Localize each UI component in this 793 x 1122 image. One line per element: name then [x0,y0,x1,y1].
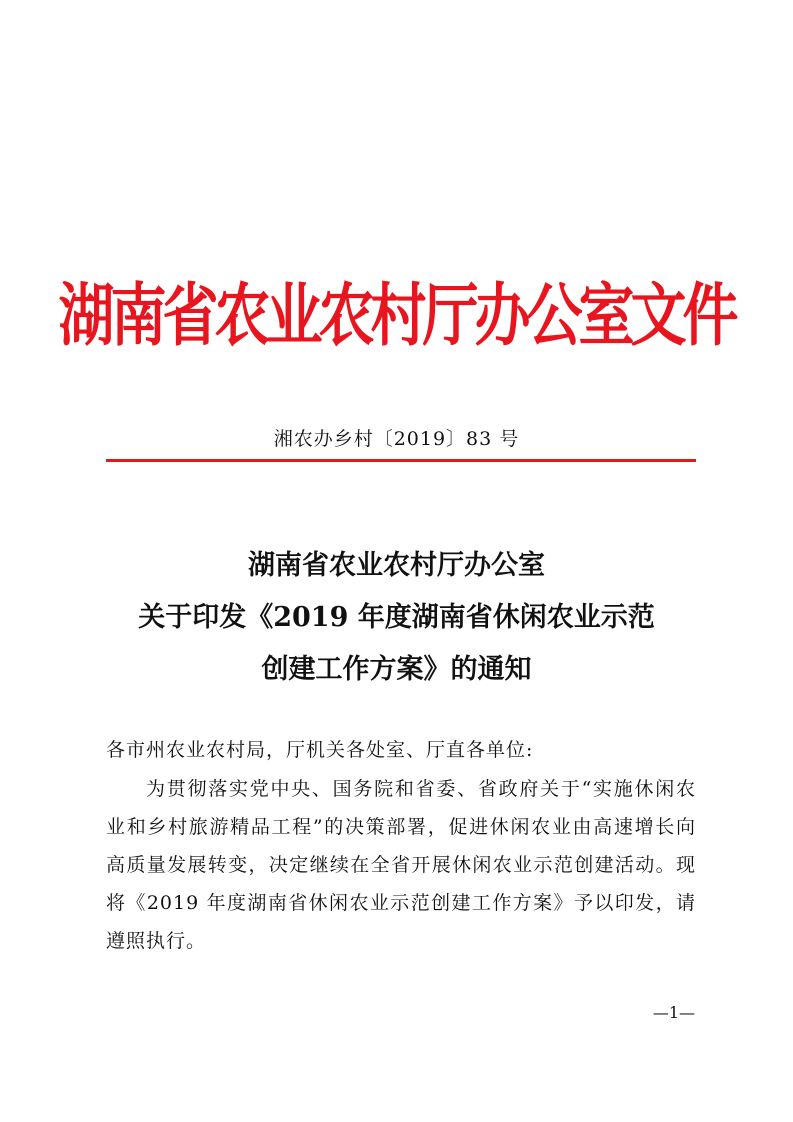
document-number: 湘农办乡村〔2019〕83 号 [273,428,520,450]
notice-title-line-2: 关于印发《2019 年度湖南省休闲农业示范 [138,602,655,633]
masthead-title: 湖南省农业农村厅办公室文件 [58,275,735,356]
notice-title-line-1: 湖南省农业农村厅办公室 [248,550,545,581]
red-divider-line [106,459,696,462]
body-paragraph: 为贯彻落实党中央、国务院和省委、省政府关于“实施休闲农业和乡村旅游精品工程”的决策部署，促进休闲农业由高速增长向高质量发展转变，决定继续在全省开展休闲农业示范创建活动。现将《2019 年度湖南省休闲农业示范创建工作方案》予以印发，请遵照执行。 [106,778,696,952]
notice-title [0,540,793,696]
page-number: —1— [652,1003,695,1022]
salutation: 各市州农业农村局，厅机关各处室、厅直各单位: [106,739,534,761]
notice-title-line-3: 创建工作方案》的通知 [261,654,532,685]
